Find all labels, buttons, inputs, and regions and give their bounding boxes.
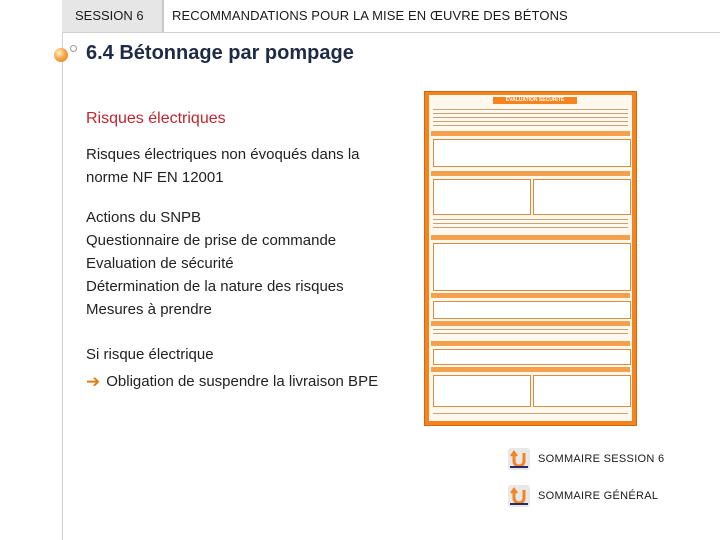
action-item: Détermination de la nature des risques xyxy=(86,278,344,295)
ring-icon xyxy=(70,45,77,52)
header-bar xyxy=(0,0,720,32)
arrow-right-icon: ➔ xyxy=(86,372,101,391)
evaluation-form-image xyxy=(424,91,637,426)
form-heading: EVALUATION SÉCURITÉ xyxy=(493,97,577,104)
action-item: Evaluation de sécurité xyxy=(86,255,234,272)
risk-action-text: Obligation de suspendre la livraison BPE xyxy=(106,373,379,390)
actions-block xyxy=(86,206,344,321)
actions-title: Actions du SNPB xyxy=(86,209,202,226)
nav-session-summary[interactable] xyxy=(508,448,664,470)
action-item: Mesures à prendre xyxy=(86,301,212,318)
form-page xyxy=(429,95,632,421)
return-arrow-icon xyxy=(508,485,530,507)
header-title: RECOMMANDATIONS POUR LA MISE EN ŒUVRE DES BÉTONS xyxy=(172,8,568,23)
risk-title: Si risque électrique xyxy=(86,346,214,363)
nav-general-summary-label[interactable]: SOMMAIRE GÉNÉRAL xyxy=(538,490,659,502)
intro-text: Risques électriques non évoqués dans la norme NF EN 12001 xyxy=(86,146,360,186)
nav-session-summary-label[interactable]: SOMMAIRE SESSION 6 xyxy=(538,453,665,465)
action-item: Questionnaire de prise de commande xyxy=(86,232,337,249)
return-arrow-icon xyxy=(508,448,530,470)
slide-title: 6.4 Bétonnage par pompage xyxy=(86,42,354,64)
orange-ball-icon xyxy=(54,48,68,62)
risk-action xyxy=(86,370,378,393)
nav-general-summary[interactable] xyxy=(508,485,658,507)
horizontal-divider xyxy=(62,32,720,33)
session-label: SESSION 6 xyxy=(75,8,144,23)
vertical-divider xyxy=(62,32,63,540)
section-heading: Risques électriques xyxy=(86,110,226,127)
